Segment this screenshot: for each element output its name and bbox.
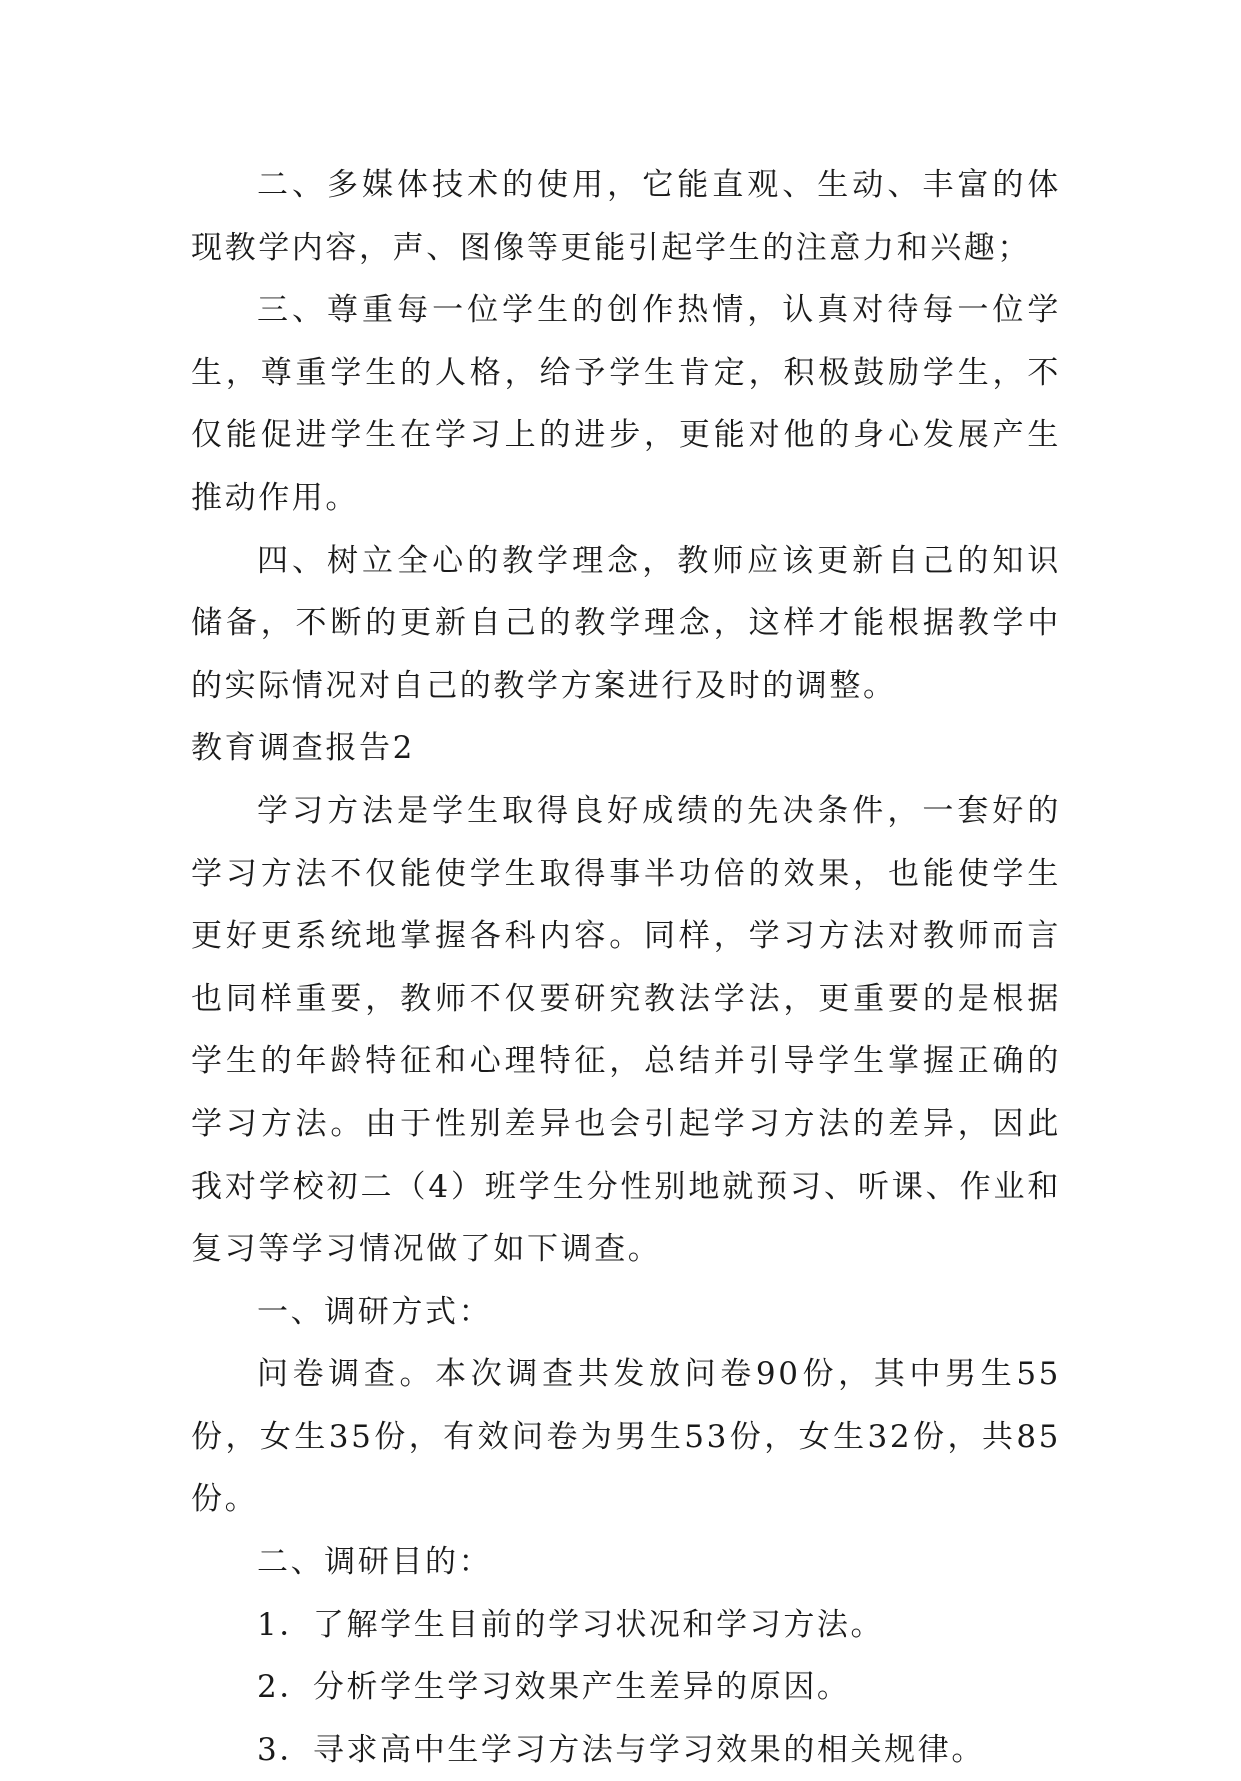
subheading-research-purpose: 二、调研目的： bbox=[257, 1544, 493, 1581]
paragraph-respect-students: 三、尊重每一位学生的创作热情，认真对待每一位学生，尊重学生的人格，给予学生肯定，积极鼓励学生，不仅能促进学生在学习上的进步，更能对他的身心发展产生推动作用。 bbox=[191, 292, 1061, 516]
document-body bbox=[191, 154, 1061, 1781]
paragraph-learning-methods: 学习方法是学生取得良好成绩的先决条件，一套好的学习方法不仅能使学生取得事半功倍的效果，也能使学生更好更系统地掌握各科内容。同样，学习方法对教师而言也同样重要，教师不仅要研究教法学法，更重要的是根据学生的年龄特征和心理特征，总结并引导学生掌握正确的学习方法。由于性别差异也会引起学习方法的差异，因此我对学校初二（4）班学生分性别地就预习、听课、作业和复习等学习情况做了如下调查。 bbox=[191, 792, 1061, 1268]
paragraph-multimedia: 二、多媒体技术的使用，它能直观、生动、丰富的体现教学内容，声、图像等更能引起学生的注意力和兴趣； bbox=[191, 167, 1061, 266]
list-item-purpose-3: 3．寻求高中生学习方法与学习效果的相关规律。 bbox=[257, 1731, 985, 1768]
subheading-research-method: 一、调研方式： bbox=[257, 1293, 493, 1330]
paragraph-questionnaire: 问卷调查。本次调查共发放问卷90份，其中男生55份，女生35份，有效问卷为男生53份，女生32份，共85份。 bbox=[191, 1356, 1061, 1518]
paragraph-teaching-concept: 四、树立全心的教学理念，教师应该更新自己的知识储备，不断的更新自己的教学理念，这样才能根据教学中的实际情况对自己的教学方案进行及时的调整。 bbox=[191, 542, 1061, 704]
list-item-purpose-1: 1．了解学生目前的学习状况和学习方法。 bbox=[257, 1606, 885, 1643]
list-item-purpose-2: 2．分析学生学习效果产生差异的原因。 bbox=[257, 1669, 851, 1706]
section-heading: 教育调查报告2 bbox=[191, 730, 415, 767]
